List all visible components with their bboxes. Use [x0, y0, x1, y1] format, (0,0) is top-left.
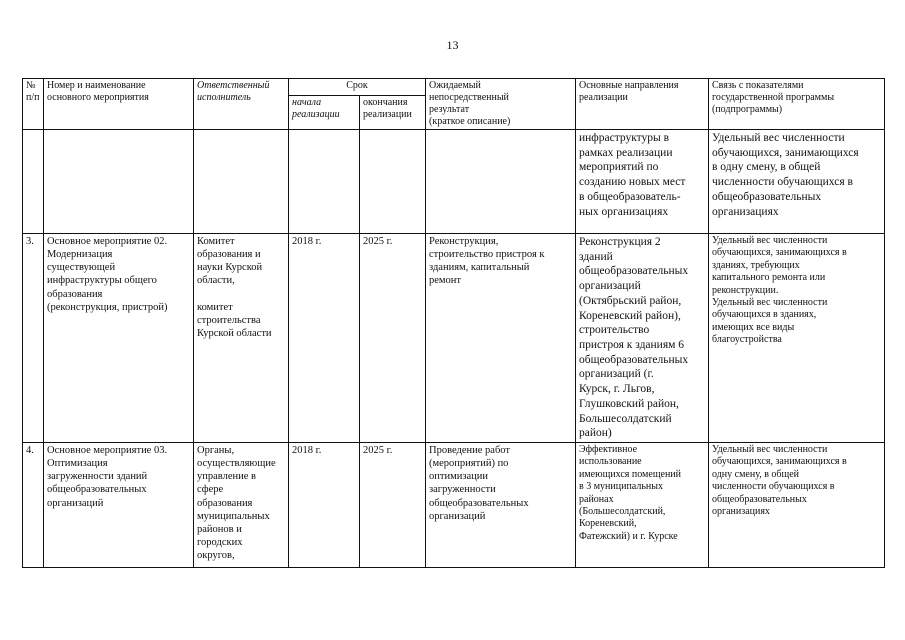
row-expected: Проведение работ (мероприятий) по оптимизации загруженности общеобразовательных организаций: [426, 443, 576, 568]
row-end: [360, 130, 426, 234]
header-link: Связь с показателями государственной программы (подпрограммы): [709, 79, 885, 130]
row-name: [44, 130, 194, 234]
header-term-start: начала реализации: [289, 96, 360, 130]
row-num: 4.: [23, 443, 44, 568]
header-responsible: Ответственный исполнитель: [194, 79, 289, 130]
table-row: [23, 443, 885, 568]
page-number: 13: [446, 38, 459, 52]
row-expected: Реконструкция, строительство пристроя к зданиям, капитальный ремонт: [426, 234, 576, 443]
table-row: [23, 130, 885, 234]
row-num: 3.: [23, 234, 44, 443]
table-header-row-1: [23, 79, 885, 96]
events-table: [22, 78, 885, 568]
row-start: 2018 г.: [289, 443, 360, 568]
row-directions: инфраструктуры в рамках реализации мероприятий по созданию новых мест в общеобразователь- ных организациях: [576, 130, 709, 234]
row-responsible: [194, 130, 289, 234]
row-link: Удельный вес численности обучающихся, занимающихся в одну смену, в общей численности обучающихся в общеобразовательных организациях: [709, 130, 885, 234]
row-responsible: Комитет образования и науки Курской области, комитет строительства Курской области: [194, 234, 289, 443]
header-term: Срок: [289, 79, 426, 96]
row-start: 2018 г.: [289, 234, 360, 443]
header-expected: Ожидаемый непосредственный результат (краткое описание): [426, 79, 576, 130]
header-num: № п/п: [23, 79, 44, 130]
row-num: [23, 130, 44, 234]
row-start: [289, 130, 360, 234]
table-row: [23, 234, 885, 443]
row-link: Удельный вес численности обучающихся, занимающихся в одну смену, в общей численности обучающихся в общеобразовательных организациях: [709, 443, 885, 568]
row-expected: [426, 130, 576, 234]
row-end: 2025 г.: [360, 234, 426, 443]
row-responsible: Органы, осуществляющие управление в сфере образования муниципальных районов и городских округов,: [194, 443, 289, 568]
row-name: Основное мероприятие 02. Модернизация существующей инфраструктуры общего образования (реконструкция, пристрой): [44, 234, 194, 443]
header-term-end: окончания реализации: [360, 96, 426, 130]
header-directions: Основные направления реализации: [576, 79, 709, 130]
header-name: Номер и наименование основного мероприятия: [44, 79, 194, 130]
row-directions: Реконструкция 2 зданий общеобразовательных организаций (Октябрьский район, Кореневский район), строительство пристроя к зданиям 6 общеобразовательных организаций (г. Курск, г. Льгов, Глушковский район, Большесолдатский район): [576, 234, 709, 443]
row-end: 2025 г.: [360, 443, 426, 568]
row-name: Основное мероприятие 03. Оптимизация загруженности зданий общеобразовательных организаций: [44, 443, 194, 568]
row-directions: Эффективное использование имеющихся помещений в 3 муниципальных районах (Большесолдатский, Кореневский, Фатежский) и г. Курске: [576, 443, 709, 568]
row-link: Удельный вес численности обучающихся, занимающихся в зданиях, требующих капитального ремонта или реконструкции. Удельный вес численности обучающихся в зданиях, имеющих все виды благоустройства: [709, 234, 885, 443]
